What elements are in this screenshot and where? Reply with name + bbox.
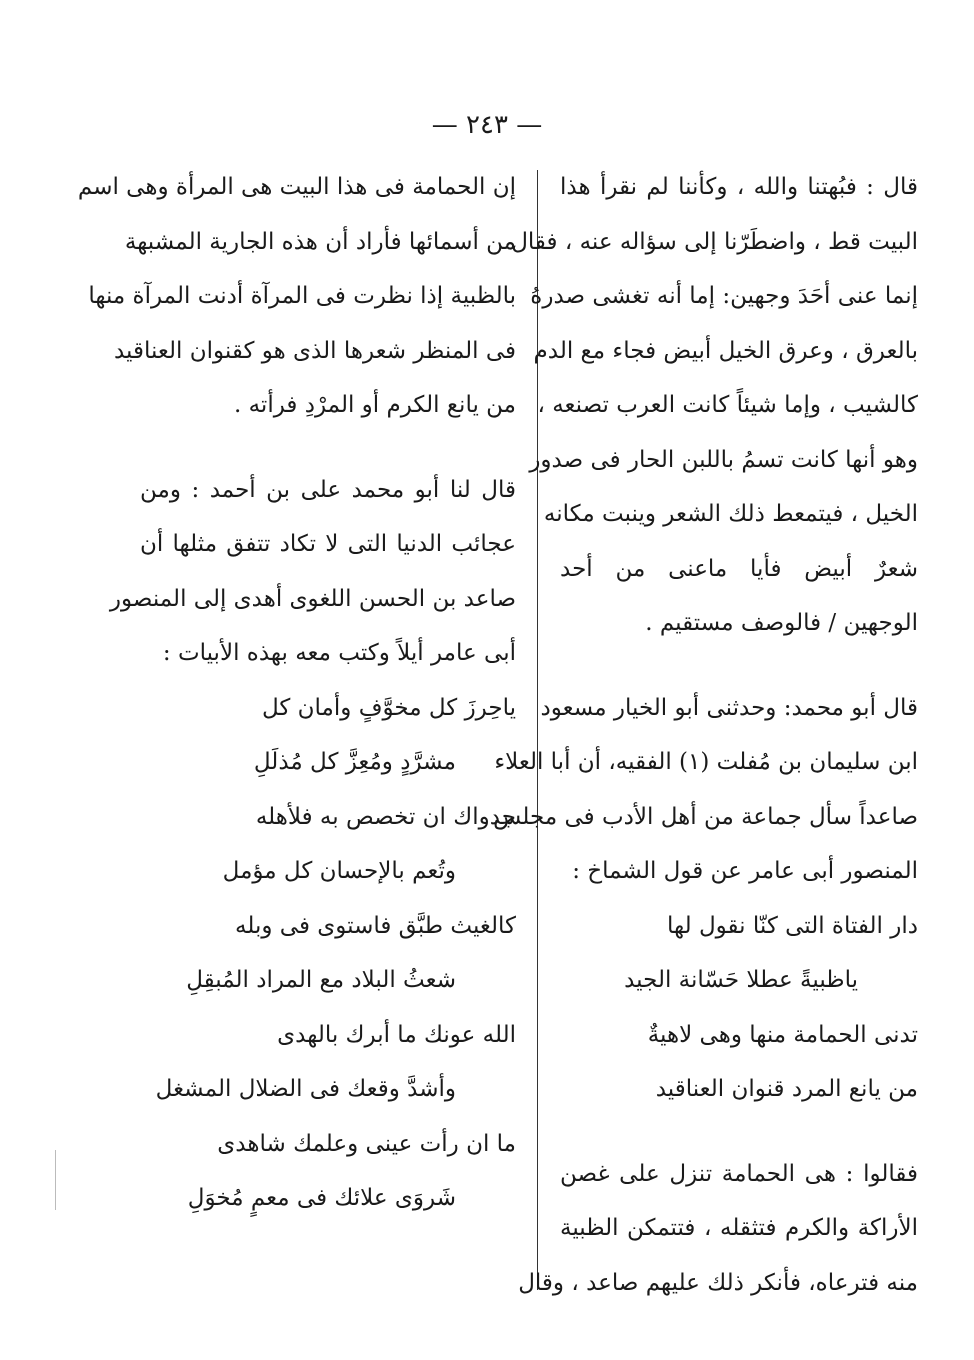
text-line: أبى عامر أيلاً وكتب معه بهذه الأبيات : (162, 640, 516, 666)
page-number: — ٢٤٣ — (431, 110, 543, 140)
verse-line: كالغيث طبَّق فاستوى فى وبله (235, 912, 516, 939)
text-line: المنصور أبى عامر عن قول الشماخ : (572, 858, 918, 884)
verse-line: مشرَّدٍ ومُعِزَّ كل مُذلَلِ (253, 749, 456, 775)
text-line: البيت قط ، واضطَرّنا إلى سؤاله عنه ، فقال (511, 228, 918, 255)
verse-line: ياحِرزَ كل مخوَّفٍ وأمان كل (261, 694, 516, 721)
text-line: ابن سليمان بن مُفلت (١) الفقيه، أن أبا العلاء (494, 749, 918, 775)
text-line: منه فترعاه، فأنكر ذلك عليهم صاعد ، وقال (518, 1269, 918, 1296)
text-line: شعرٌ أبيض فأيا ماعنى من أحد (560, 555, 918, 582)
verse-line: شَروَى علائك فى معمٍ مُخوَلِ (187, 1185, 456, 1211)
left-column (77, 160, 516, 1226)
verse-line: تدنى الحمامة منها وهى لاهيةٌ (647, 1021, 918, 1048)
text-line: كالشيب ، وإما شيئاً كانت العرب تصنعه ، (537, 392, 918, 418)
verse-line: من يانع المرد قنوان العناقيد (655, 1076, 918, 1102)
text-line: قال أبو محمد: وحدثنى أبو الخيار مسعود (540, 694, 918, 721)
scan-edge-mark (55, 1150, 56, 1210)
paragraph-gap (560, 651, 918, 681)
text-line: بالعرق ، وعرق الخيل أبيض فجاء مع الدم (533, 337, 918, 364)
paragraph-gap (140, 433, 516, 463)
verse-line: ياظبيةً عطلا حَسّانة الجيد (624, 967, 858, 993)
verse-line: ما ان رأت عينى وعلمك شاهدى (217, 1130, 516, 1157)
verse-line: دار الفتاة التى كنّا نقول لها (667, 912, 918, 939)
right-column (493, 160, 918, 1310)
text-line: إن الحمامة فى هذا البيت هى المرأة وهى اسم (77, 174, 516, 200)
verse-line: وتُعم بالإحسان كل مؤمل (222, 858, 456, 884)
text-line: من يانع الكرم أو المرْدِ فرأته . (233, 392, 516, 418)
text-line: صاعد بن الحسن اللغوى أهدى إلى المنصور (109, 585, 516, 612)
verse-line: وأشدَّ وقعك فى الضلال المشغل (155, 1076, 456, 1102)
text-line: بالظبية إذا نظرت فى المرآة أدنت المرآة منها (88, 283, 516, 309)
text-line: إنما عنى أحَدَ وجهين: إما أنه تغشى صدرهُ (530, 283, 918, 309)
text-line: فقالوا : هى الحمامة تنزل على غصن (560, 1160, 918, 1187)
verse-line: جدواك ان تخصص به فلأهله (255, 803, 516, 830)
text-line: الخيل ، فيتمعط ذلك الشعر وينبت مكانه (543, 501, 918, 527)
text-line: قال لنا أبو محمد على بن أحمد : ومن (140, 476, 516, 503)
text-line: الأراكة والكرم فتثقله ، فتتمكن الظبية (560, 1215, 918, 1241)
text-line: صاعداً سأل جماعة من أهل الأدب فى مجلس (493, 803, 918, 830)
text-line: الوجهين / فالوصف مستقيم . (645, 610, 918, 636)
text-line: قال : فبُهتنا والله ، وكأننا لم نقرأ هذا (560, 174, 918, 200)
text-line: من أسمائها فأراد أن هذه الجارية المشبهة (124, 228, 516, 255)
verse-line: الله عونك ما أبرك بالهدى (277, 1021, 516, 1048)
verse-line: شعثُ البلاد مع المراد المُبقِلِ (186, 967, 456, 993)
text-line: وهو أنها كانت تسمُ باللبن الحار فى صدور (529, 446, 918, 473)
paragraph-gap (560, 1117, 918, 1147)
text-line: فى المنظر شعرها الذى هو كقنوان العناقيد (113, 337, 516, 364)
text-line: عجائب الدنيا التى لا تكاد تتفق مثلها أن (140, 531, 516, 557)
